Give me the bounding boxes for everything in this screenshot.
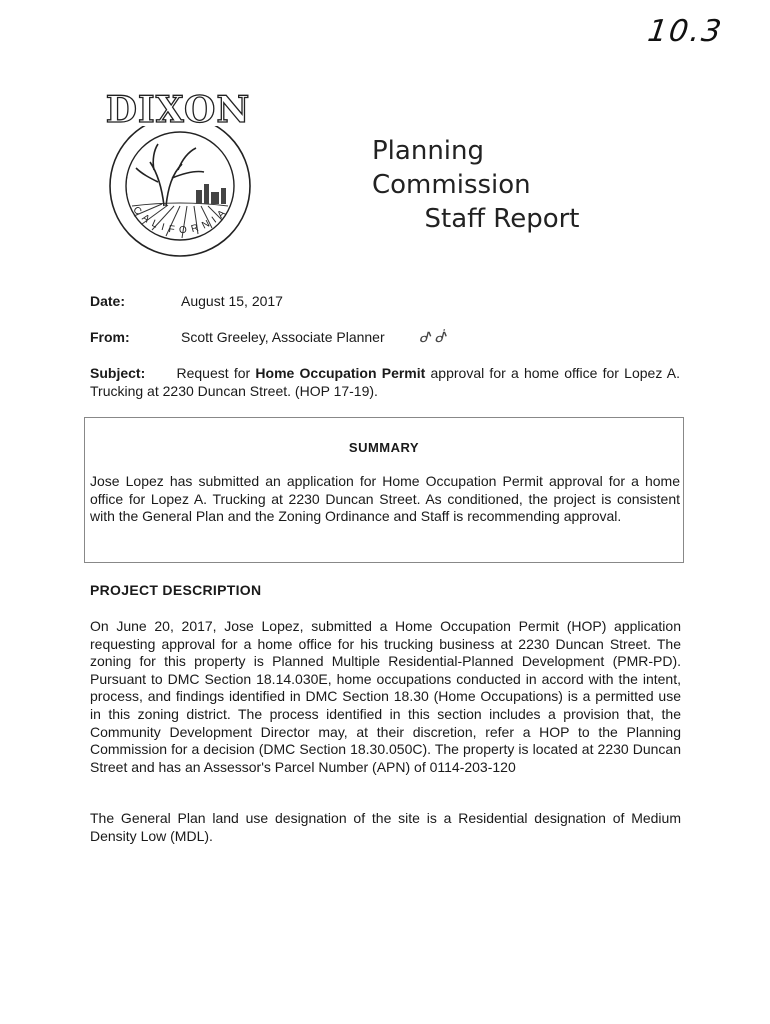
summary-heading: SUMMARY: [348, 440, 420, 455]
handwritten-initials: ᕷ ᕸ: [419, 329, 447, 345]
subject-bold-text: Home Occupation Permit: [255, 365, 426, 381]
summary-text: Jose Lopez has submitted an application for Home Occupation Permit approval for a home office for Lopez A. Trucking at 2230 Duncan Street. As conditioned, the project is consistent with the General Plan and the Zoning Ordinance and Staff is recommending approval.: [90, 473, 680, 524]
logo-state-text: CALIFORNIA: [130, 204, 232, 237]
subject-label: Subject:: [90, 365, 146, 381]
handwritten-page-number: 10.3: [645, 14, 726, 49]
summary-box: [84, 417, 684, 563]
project-description-paragraph-1: On June 20, 2017, Jose Lopez, submitted a Home Occupation Permit (HOP) application requesting approval for a home office for his trucking business at 2230 Duncan Street. The zoning for this property is Planned Multiple Residential-Planned Development (PMR-PD). Pursuant to DMC Section 18.14.030E, home occupations conducted in accord with the intent, process, and findings identified in DMC Section 18.30 (Home Occupations) is a permitted use in this zoning district. The process identified in this section includes a provision that, the Community Development Director may, at their discretion, refer a HOP to the Planning Commission for a decision (DMC Section 18.30.050C). The property is located at 2230 Duncan Street and has an Assessor's Parcel Number (APN) of 0114-203-120: [90, 618, 681, 775]
date-value: August 15, 2017: [181, 293, 283, 309]
report-title-line1: Planning Commission: [372, 136, 531, 200]
project-description-heading: PROJECT DESCRIPTION: [90, 582, 262, 598]
subject-text-before: Request for: [176, 365, 256, 381]
subject-text-after: approval for a home office for Lopez A. Trucking at 2230 Duncan Street. (HOP 17-19).: [90, 365, 680, 399]
from-value: Scott Greeley, Associate Planner: [181, 329, 385, 345]
logo-wordmark: DIXON: [105, 89, 251, 131]
report-title-line2: Staff Report: [424, 204, 580, 234]
date-label: Date:: [90, 293, 126, 309]
from-label: From:: [90, 329, 130, 345]
dixon-city-seal-logo: [92, 78, 264, 264]
report-title: [372, 134, 632, 236]
subject-line: [90, 364, 680, 400]
project-description-paragraph-2: The General Plan land use designation of the site is a Residential designation of Medium Density Low (MDL).: [90, 810, 681, 844]
